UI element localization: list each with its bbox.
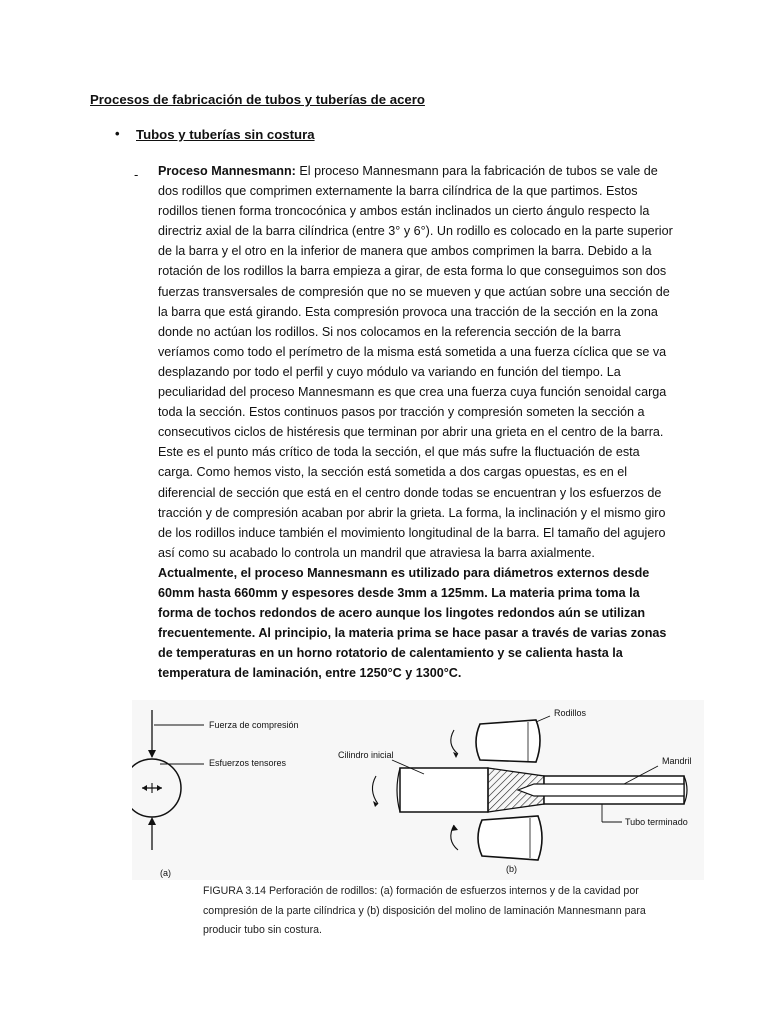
document-title: Procesos de fabricación de tubos y tuberías de acero xyxy=(90,92,425,107)
label-mandrel: Mandril xyxy=(662,756,692,766)
paragraph-1-text: El proceso Mannesmann para la fabricación de tubos se vale de dos rodillos que comprimen externamente la barra cilíndrica de la que partimos. Estos rodillos tienen forma troncocónica y ambos están inclinados un cierto ángulo respecto la directriz axial de la barra cilíndrica (entre 3° y 6°). Un rodillo es colocado en la parte superior de la barra y el otro en la inferior de manera que ambos comprimen la barra. Debido a la rotación de los rodillos la barra empieza a girar, de esta forma lo que conseguimos son dos fuerzas transversales de compresión que no se mueven y que actúan sobre una sección de la barra que está girando. Esta compresión provoca una tracción de la sección en la zona donde no actúan los rodillos. Si nos colocamos en la referencia sección de la barra veríamos como todo el perímetro de la misma está sometida a una fuerza cíclica que se va desplazando por todo el perfil y cuyo módulo va variando en función del tiempo. La peculiaridad del proceso Mannesmann es que crea una fuerza cuya función senoidal carga toda la sección. Estos continuos pasos por tracción y compresión someten la sección a consecutivos ciclos de histéresis que terminan por abrir una grieta en el centro de la barra. Este es el punto más crítico de toda la sección, el que más sufre la fluctuación de esta carga. Como hemos visto, la sección está sometida a dos cargas opuestas, es en el diferencial de sección que está en el centro donde todas se encuentran y los esfuerzos de tracción y de compresión acaban por abrir la grieta. La forma, la inclinación y el mismo giro de los rodillos induce también el movimiento longitudinal de la barra. El tamaño del agujero así como su acabado lo controla un mandril que atraviesa la barra axialmente. xyxy=(158,164,673,560)
label-initial-cylinder: Cilindro inicial xyxy=(338,750,394,760)
paragraph-current-use: Actualmente, el proceso Mannesmann es utilizado para diámetros externos desde 60mm hasta 660mm y espesores desde 3mm a 125mm. La materia prima toma la forma de tochos redondos de acero aunque los lingotes redondos aún se utilizan frecuentemente. Al principio, la materia prima se hace pasar a través de varias zonas de temperaturas en un horno rotatorio de calentamiento y se calienta hasta la temperatura de laminación, entre 1250°C y 1300°C. xyxy=(158,565,667,681)
figure-caption: FIGURA 3.14 Perforación de rodillos: (a) formación de esfuerzos internos y de la cavidad por compresión de la parte cilíndrica y (b) disposición del molino de laminación Mannesmann para producir tubo sin costura. xyxy=(203,885,646,936)
label-compression-force: Fuerza de compresión xyxy=(209,720,299,730)
process-lead: Proceso Mannesmann: xyxy=(158,164,296,178)
body-text xyxy=(158,161,676,683)
mannesmann-figure xyxy=(132,700,704,880)
bullet-marker: • xyxy=(115,126,120,141)
label-rollers: Rodillos xyxy=(554,708,587,718)
section-heading: Tubos y tuberías sin costura xyxy=(136,127,315,142)
label-panel-b: (b) xyxy=(506,864,517,874)
dash-marker: - xyxy=(134,167,139,182)
label-finished-tube: Tubo terminado xyxy=(625,817,688,827)
label-tensile-stress: Esfuerzos tensores xyxy=(209,758,287,768)
label-panel-a: (a) xyxy=(160,868,171,878)
paragraph-mannesmann xyxy=(158,161,676,563)
